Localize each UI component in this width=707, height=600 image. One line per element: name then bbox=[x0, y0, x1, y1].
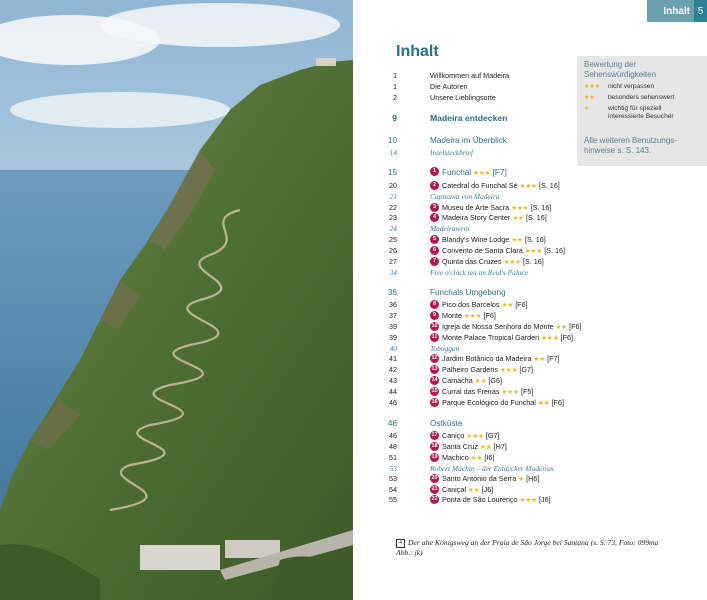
map-reference: [G6] bbox=[488, 376, 503, 385]
map-reference: [F6] bbox=[515, 300, 528, 309]
toc-entry-title: Die Autoren bbox=[430, 82, 468, 91]
map-reference: [F6] bbox=[560, 333, 573, 342]
map-reference: [F7] bbox=[492, 168, 507, 177]
legend-note: Alle weiteren Benutzungs-hinweise s. S. 143. bbox=[584, 136, 677, 155]
sight-number-badge: 22 bbox=[431, 495, 438, 502]
toc-page-number: 25 bbox=[389, 235, 397, 244]
rating-stars-icon: ★★★ bbox=[511, 205, 529, 212]
toc-entry-title: Funchals Umgebung bbox=[430, 288, 506, 297]
map-reference: [S. 16] bbox=[530, 203, 552, 212]
toc-page-number: 9 bbox=[392, 113, 397, 123]
legend-row bbox=[584, 105, 698, 121]
map-reference: [F5] bbox=[521, 387, 534, 396]
toc-page-number: 23 bbox=[389, 213, 397, 222]
toc-page-number: 1 bbox=[393, 82, 397, 91]
caption-text: Der alte Königsweg an der Praia de São Jorge bei Santana (s. S. 73, Foto: 099ma Abb.: jk) bbox=[396, 538, 659, 557]
toc-entry-content bbox=[430, 191, 499, 202]
toc-entry-title: Machico bbox=[442, 453, 469, 462]
sight-number-badge: 18 bbox=[431, 442, 438, 449]
toc-entry-content bbox=[430, 135, 507, 146]
rating-stars-icon: ★★ bbox=[467, 487, 480, 494]
rating-stars-icon: ★★ bbox=[512, 215, 524, 222]
map-reference: [S. 16] bbox=[524, 235, 546, 244]
map-reference: [S. 16] bbox=[544, 246, 565, 255]
map-reference: [F6] bbox=[483, 311, 496, 320]
legend-heading: Bewertung der Sehenswürdigkeiten bbox=[584, 60, 657, 79]
toc-page-number: 41 bbox=[389, 354, 397, 363]
legend-desc: besonders sehenswert bbox=[608, 94, 675, 101]
toc-entry-title: Robert Machin – der Entdecker Madeiras bbox=[430, 464, 554, 473]
toc-page-number: 55 bbox=[389, 495, 397, 504]
rating-stars-icon: ★★★ bbox=[473, 170, 491, 177]
sight-number-badge: 7 bbox=[430, 257, 439, 266]
sight-number-badge: 16 bbox=[431, 398, 438, 405]
toc-page-number: 15 bbox=[387, 168, 397, 177]
toc-entry-title: Unsere Lieblingsorte bbox=[430, 93, 496, 102]
page-title: Inhalt bbox=[396, 43, 439, 60]
toc-page-number: 40 bbox=[389, 344, 397, 353]
toc-entry-title: Santo António da Serra bbox=[442, 474, 517, 483]
sight-number-badge: 20 bbox=[431, 474, 438, 481]
toc-entry-title: Jardim Botânico da Madeira bbox=[442, 354, 532, 363]
toc-entry-content bbox=[430, 70, 509, 81]
sight-number-badge: 17 bbox=[431, 431, 438, 438]
map-reference: [I6] bbox=[484, 453, 495, 462]
sight-number-badge: 5 bbox=[430, 235, 439, 244]
toc-page-number: 44 bbox=[389, 387, 397, 396]
toc-page-number: 36 bbox=[387, 288, 397, 297]
toc-entry-title: Madeirawein bbox=[430, 224, 470, 233]
toc-entry-content bbox=[430, 267, 528, 278]
toc-page-number: 46 bbox=[387, 419, 397, 428]
sight-number-badge: 19 bbox=[431, 453, 438, 460]
toc-page-number: 54 bbox=[389, 485, 397, 494]
map-reference: [F6] bbox=[569, 322, 582, 331]
toc-entry-title: Ostküste bbox=[430, 419, 463, 428]
rating-stars-icon: ★★ bbox=[474, 378, 487, 385]
toc-entry-title: Caniçal bbox=[442, 485, 466, 494]
toc-page-number: 34 bbox=[389, 268, 397, 277]
toc-page-number: 46 bbox=[389, 398, 397, 407]
page-number: 5 bbox=[694, 0, 707, 22]
toc-page-number: 1 bbox=[393, 71, 397, 80]
rating-stars-icon: ★★ bbox=[479, 444, 492, 451]
sight-number-badge: 15 bbox=[431, 387, 438, 394]
rating-stars-icon: ★★ bbox=[555, 324, 568, 331]
map-reference: [F6] bbox=[551, 398, 564, 407]
map-reference: [H7] bbox=[493, 442, 507, 451]
rating-stars-icon: ★★★ bbox=[466, 433, 484, 440]
rating-stars-icon: ★★★ bbox=[463, 313, 482, 320]
toc-entry-title: Willkommen auf Madeira bbox=[430, 71, 510, 80]
toc-page bbox=[353, 0, 707, 600]
rating-stars-icon: ★★★ bbox=[519, 183, 537, 190]
toc-entry-title: Madeira entdecken bbox=[430, 113, 508, 123]
toc-entry-title: Museu de Arte Sacra bbox=[442, 203, 510, 212]
toc-page-number: 10 bbox=[387, 136, 397, 145]
rating-stars-icon: ★★ bbox=[501, 302, 514, 309]
rating-stars-icon: ★★★ bbox=[524, 248, 543, 255]
toc-entry-title: Pico dos Barcelos bbox=[442, 300, 500, 309]
cliff-photo bbox=[0, 0, 353, 600]
toc-page-number: 14 bbox=[389, 148, 397, 157]
map-reference: [J6] bbox=[539, 495, 551, 504]
toc-page-number: 53 bbox=[389, 464, 397, 473]
toc-page-number: 42 bbox=[389, 365, 397, 374]
rating-stars-icon: ★★★ bbox=[501, 389, 519, 396]
toc-entry-content bbox=[430, 223, 469, 234]
toc-entry-content bbox=[430, 287, 506, 298]
toc-entry-title: Blandy's Wine Lodge bbox=[442, 235, 510, 244]
toc-entry-title: Curral das Freiras bbox=[442, 387, 500, 396]
caption-marker: 4 bbox=[396, 539, 405, 548]
toc-entry-content bbox=[430, 81, 468, 92]
toc-entry-title: Inselsteckbrief bbox=[430, 148, 474, 157]
toc-entry-content bbox=[430, 418, 462, 429]
map-reference: [F7] bbox=[547, 354, 560, 363]
sight-number-badge: 6 bbox=[430, 246, 439, 255]
toc-entry-title: Santa Cruz bbox=[442, 442, 478, 451]
rating-stars-icon: ★ bbox=[518, 476, 525, 483]
toc-page-number: 20 bbox=[389, 181, 397, 190]
toc-page-number: 37 bbox=[389, 311, 397, 320]
map-reference: [S. 16] bbox=[523, 257, 544, 266]
sight-number-badge: 11 bbox=[431, 333, 438, 340]
toc-entry-title: Camacha bbox=[442, 376, 473, 385]
toc-entry-title: Parque Ecológico do Funchal bbox=[442, 398, 536, 407]
toc-entry-title: Monte Palace Tropical Garden bbox=[442, 333, 540, 342]
toc-entry-content bbox=[430, 147, 473, 158]
map-reference: [G7] bbox=[485, 431, 500, 440]
toc-entry-title: Caniço bbox=[442, 431, 465, 440]
legend-row bbox=[584, 83, 698, 91]
toc-entry-title: Igreja de Nossa Senhora do Monte bbox=[442, 322, 554, 331]
rating-stars-icon: ★★ bbox=[470, 455, 483, 462]
toc-page-number: 46 bbox=[389, 431, 397, 440]
toc-entry-title: Madeira Story Center bbox=[442, 213, 511, 222]
toc-page-number: 39 bbox=[389, 333, 397, 342]
running-title: Inhalt bbox=[663, 5, 690, 17]
toc-page-number: 2 bbox=[393, 93, 397, 102]
toc-entry-title: Convento de Santa Clara bbox=[442, 246, 523, 255]
sight-number-badge: 2 bbox=[430, 181, 439, 190]
toc-entry-content bbox=[430, 92, 496, 103]
toc-entry-title: Capitania von Madeira bbox=[430, 192, 500, 201]
toc-page-number: 48 bbox=[389, 442, 397, 451]
toc-entry-content bbox=[430, 397, 564, 409]
sight-number-badge: 10 bbox=[431, 322, 438, 329]
toc-page-number: 53 bbox=[389, 474, 397, 483]
star-icon: ★★★ bbox=[584, 84, 601, 90]
map-reference: [S. 16] bbox=[539, 181, 560, 190]
toc-page-number: 43 bbox=[389, 376, 397, 385]
toc-page-number: 36 bbox=[389, 300, 397, 309]
toc-page-number: 51 bbox=[389, 453, 397, 462]
sight-number-badge: 8 bbox=[430, 300, 439, 309]
toc-entry-title: Five o'clock tea im Reid's Palace bbox=[430, 268, 529, 277]
legend-row bbox=[584, 94, 698, 102]
toc-page-number: 26 bbox=[389, 246, 397, 255]
toc-entry-title: Catedral do Funchal Sé bbox=[442, 181, 518, 190]
map-reference: [G7] bbox=[519, 365, 534, 374]
photo-caption bbox=[396, 538, 666, 558]
toc-page-number: 21 bbox=[389, 192, 397, 201]
sight-number-badge: 1 bbox=[430, 167, 439, 176]
toc-page-number: 24 bbox=[389, 224, 397, 233]
toc-entry-content bbox=[430, 113, 507, 124]
star-icon: ★★ bbox=[584, 95, 595, 101]
toc-page-number: 39 bbox=[389, 322, 397, 331]
toc-entry-content bbox=[430, 494, 551, 506]
star-icon: ★ bbox=[584, 106, 590, 112]
toc-entry-title: Palheiro Gardens bbox=[442, 365, 498, 374]
toc-page-number: 22 bbox=[389, 203, 397, 212]
toc-entry-title: Toboggan bbox=[430, 344, 460, 353]
rating-stars-icon: ★★ bbox=[511, 237, 523, 244]
sight-number-badge: 13 bbox=[431, 365, 438, 372]
toc-entry-title: Monte bbox=[442, 311, 462, 320]
toc-entry-title: Funchal bbox=[442, 168, 472, 177]
toc-entry-title: Ponta de São Lourenço bbox=[442, 495, 518, 504]
legend-desc: nicht verpassen bbox=[608, 83, 655, 90]
map-reference: [J6] bbox=[481, 485, 494, 494]
sight-number-badge: 12 bbox=[431, 354, 438, 361]
rating-stars-icon: ★★ bbox=[533, 356, 546, 363]
sight-number-badge: 3 bbox=[430, 203, 439, 212]
sight-number-badge: 21 bbox=[431, 485, 438, 492]
rating-legend bbox=[577, 56, 707, 166]
running-header bbox=[647, 0, 707, 22]
rating-stars-icon: ★★ bbox=[537, 400, 550, 407]
rating-stars-icon: ★★★ bbox=[503, 259, 522, 266]
toc-entry-title: Quinta das Cruzes bbox=[442, 257, 502, 266]
rating-stars-icon: ★★★ bbox=[519, 497, 538, 504]
map-reference: [S. 16] bbox=[525, 213, 547, 222]
rating-stars-icon: ★★★ bbox=[499, 367, 518, 374]
sight-number-badge: 14 bbox=[431, 376, 438, 383]
map-reference: [H6] bbox=[526, 474, 540, 483]
rating-stars-icon: ★★★ bbox=[541, 335, 559, 342]
toc-entry-title: Madeira im Überblick bbox=[430, 136, 507, 145]
sight-number-badge: 9 bbox=[430, 311, 439, 320]
toc-page-number: 27 bbox=[389, 257, 397, 266]
legend-desc: wichtig für speziell interessierte Besucher bbox=[608, 105, 674, 120]
toc-entry-content bbox=[430, 167, 507, 179]
sight-number-badge: 4 bbox=[430, 213, 439, 222]
